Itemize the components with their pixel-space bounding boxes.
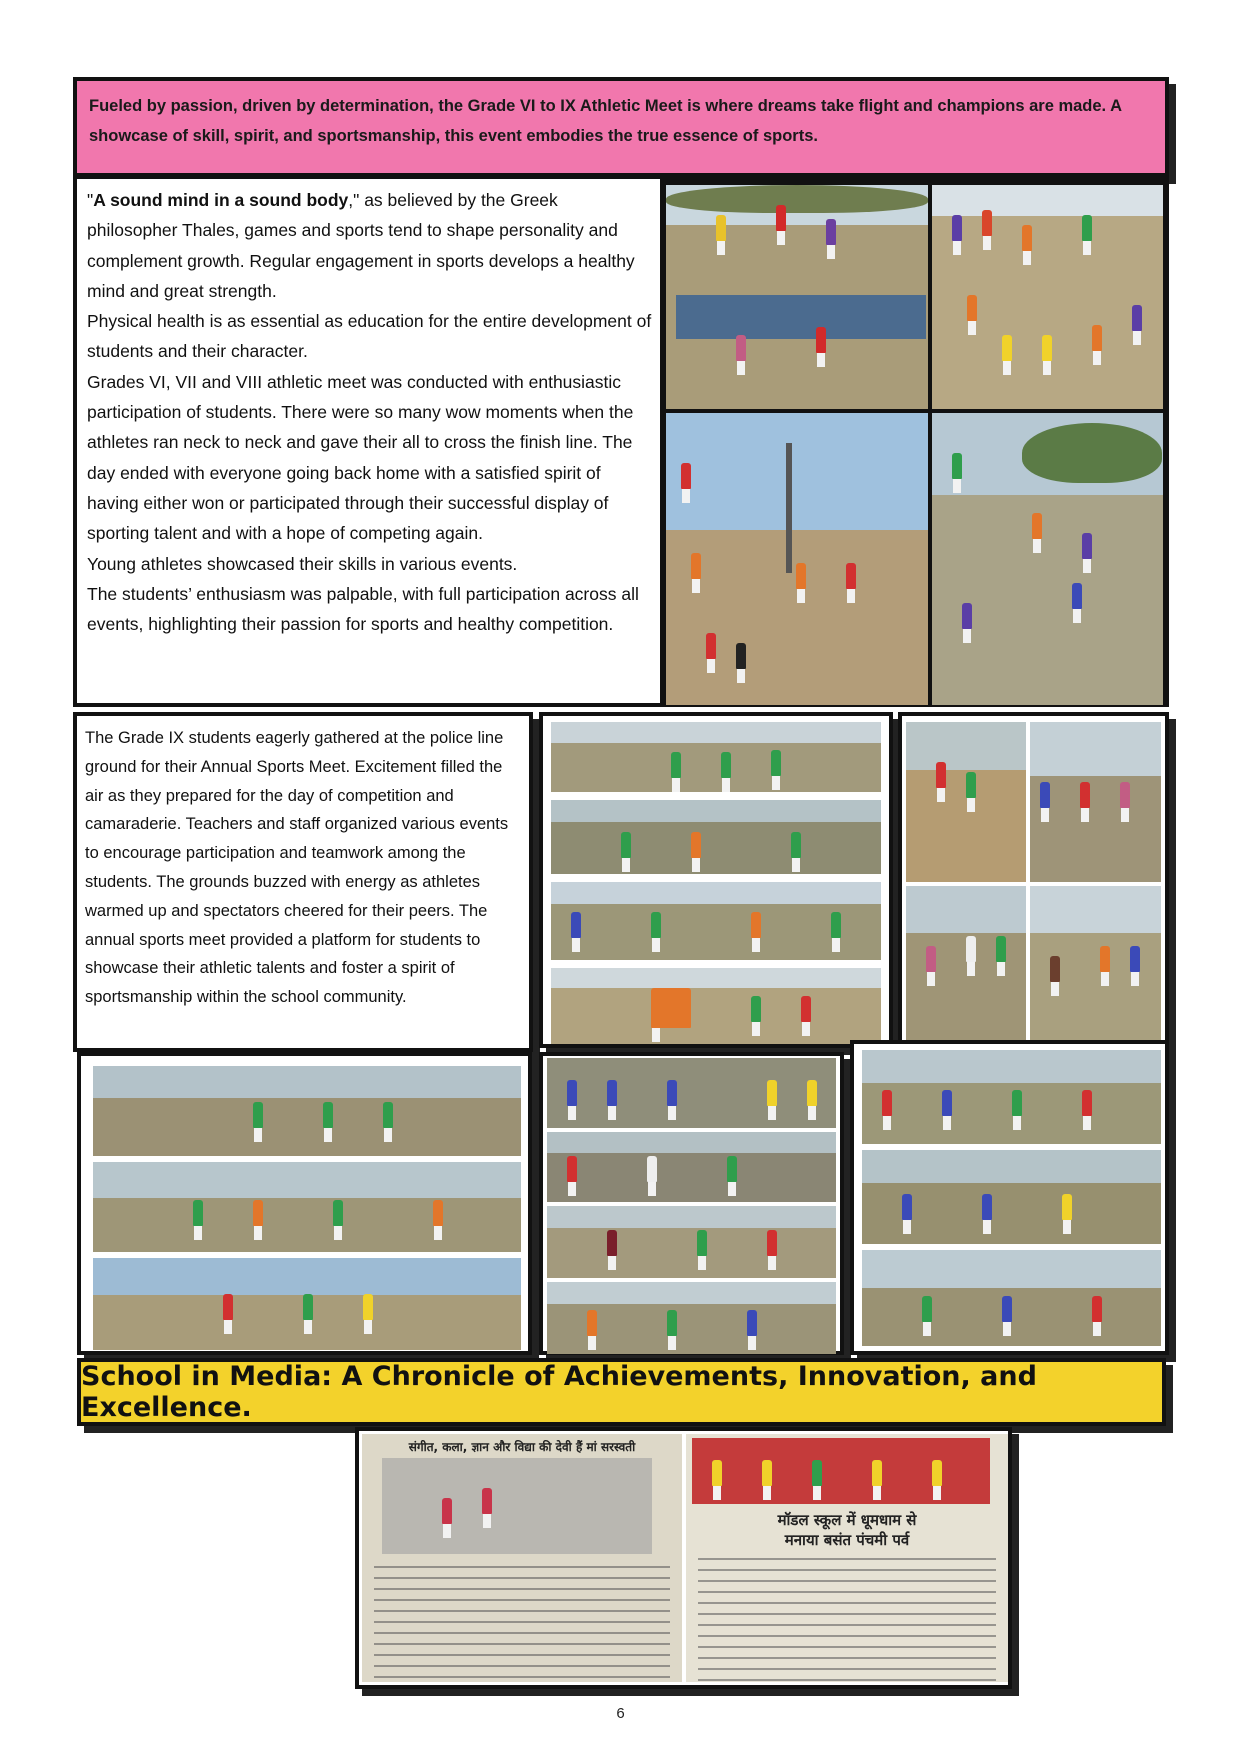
quote-rest: ," as believed by the Greek philosopher Thales, games and sports tend to shape personality and complement growth. Regular engagement in sports develops a healthy mind and great strength. bbox=[87, 190, 635, 301]
photo-left-1 bbox=[93, 1066, 521, 1156]
section2-photo-strip-middle bbox=[539, 712, 893, 1048]
media-heading-text: School in Media: A Chronicle of Achievements, Innovation, and Excellence. bbox=[81, 1361, 1037, 1423]
section2-text-box bbox=[73, 712, 533, 1052]
news-clippings bbox=[355, 1427, 1012, 1689]
intro-banner bbox=[73, 77, 1169, 177]
photo-grade9-line1 bbox=[551, 722, 881, 792]
photo-grade9-line3 bbox=[551, 882, 881, 960]
section2-text: The Grade IX students eagerly gathered at the police line ground for their Annual Sports Meet. Excitement filled the air as they prepared for the day of competition and camaraderie. Teachers and staff organized various events to encourage participation and teamwork among the students. The grounds buzzed with energy as athletes warmed up and spectators cheered for their peers. The annual sports meet provided a platform for students to showcase their athletic talents and foster a spirit of sportsmanship within the school community. bbox=[85, 729, 509, 1007]
photo-students-running bbox=[932, 185, 1163, 409]
photo-right-3 bbox=[862, 1250, 1161, 1346]
photo-mid-3 bbox=[547, 1206, 836, 1278]
quote-bold: A sound mind in a sound body bbox=[93, 190, 349, 210]
photo-strip-right bbox=[850, 1040, 1169, 1355]
clipping2-headline-line1: मॉडल स्कूल में धूमधाम से bbox=[777, 1511, 917, 1529]
photo-mid-4 bbox=[547, 1282, 836, 1354]
news-clipping-1 bbox=[362, 1434, 682, 1682]
clipping1-headline: संगीत, कला, ज्ञान और विद्या की देवी हैं मां सरस्वती bbox=[408, 1440, 636, 1454]
page-number: 6 bbox=[616, 1705, 625, 1722]
photo-grade9-d bbox=[1030, 886, 1161, 1042]
photo-grade9-line2 bbox=[551, 800, 881, 874]
clipping1-photo bbox=[382, 1458, 652, 1554]
photo-right-2 bbox=[862, 1150, 1161, 1244]
media-section-heading bbox=[77, 1358, 1166, 1426]
section1-paragraph2: Physical health is as essential as education for the entire development of students and their character. bbox=[87, 311, 652, 362]
photo-sprint bbox=[932, 413, 1163, 705]
photo-race-track bbox=[666, 185, 928, 409]
clipping2-headline-line2: मनाया बसंत पंचमी पर्व bbox=[784, 1531, 910, 1549]
photo-grade9-c bbox=[906, 886, 1026, 1042]
clipping2-photo bbox=[692, 1438, 990, 1504]
photo-left-2 bbox=[93, 1162, 521, 1252]
intro-text: Fueled by passion, driven by determination, the Grade VI to IX Athletic Meet is where dreams take flight and champions are made. A showcase of skill, spirit, and sportsmanship, this event embodies the true essence of sports. bbox=[89, 97, 1122, 145]
photo-mid-1 bbox=[547, 1058, 836, 1128]
photo-mid-2 bbox=[547, 1132, 836, 1202]
section1-text-box bbox=[73, 175, 663, 707]
section1-paragraph4: Young athletes showcased their skills in various events. bbox=[87, 553, 518, 574]
photo-left-3 bbox=[93, 1258, 521, 1350]
section1-paragraph5: The students’ enthusiasm was palpable, with full participation across all events, highlighting their passion for sports and healthy competition. bbox=[87, 583, 639, 635]
photo-strip-middle bbox=[539, 1052, 844, 1355]
section2-photo-grid-right bbox=[898, 712, 1169, 1048]
news-clipping-2 bbox=[686, 1434, 1008, 1682]
photo-grade9-a bbox=[906, 722, 1026, 882]
photo-strip-left bbox=[77, 1052, 532, 1355]
photo-right-1 bbox=[862, 1050, 1161, 1144]
photo-grade9-line4 bbox=[551, 968, 881, 1044]
photo-tower-field bbox=[666, 413, 928, 705]
section1-paragraph3: Grades VI, VII and VIII athletic meet was conducted with enthusiastic participation of students. There were so many wow moments when the athletes ran neck to neck and gave their all to cross the finish line. The day ended with everyone going back home with a satisfied spirit of having either won or participated through their successful display of sporting talent and with a hope of competing again. bbox=[87, 371, 634, 544]
section1-paragraph1 bbox=[87, 185, 653, 306]
quote-mark: " bbox=[87, 190, 94, 210]
photo-grade9-b bbox=[1030, 722, 1161, 882]
section1-photo-collage bbox=[660, 175, 1169, 707]
